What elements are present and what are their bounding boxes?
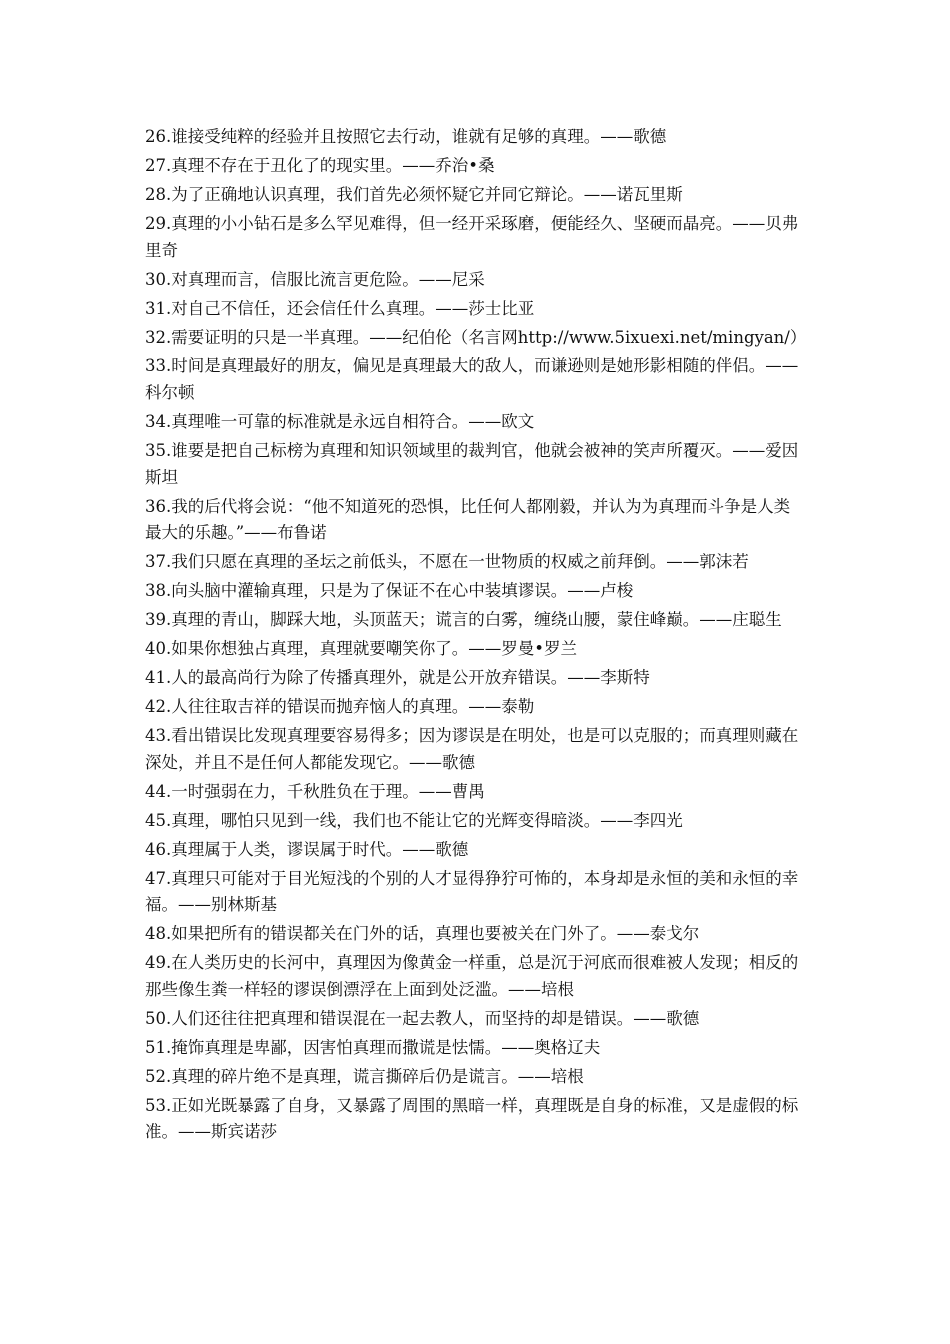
quote-26: 26.谁接受纯粹的经验并且按照它去行动，谁就有足够的真理。——歌德 [145, 127, 667, 146]
quote-27: 27.真理不存在于丑化了的现实里。——乔治•桑 [145, 155, 495, 175]
quote-36: 36.我的后代将会说：“他不知道死的恐惧，比任何人都刚毅，并认为为真理而斗争是人类最大的乐趣。”——布鲁诺 [145, 496, 791, 543]
quote-50: 50.人们还往往把真理和错误混在一起去教人，而坚持的却是错误。——歌德 [145, 1008, 700, 1028]
quote-35: 35.谁要是把自己标榜为真理和知识领域里的裁判官，他就会被神的笑声所覆灭。——爱因斯坦 [145, 441, 799, 487]
quote-48: 48.如果把所有的错误都关在门外的话，真理也要被关在门外了。——泰戈尔 [145, 924, 700, 944]
quote-40: 40.如果你想独占真理，真理就要嘲笑你了。——罗曼•罗兰 [145, 639, 577, 659]
quote-51: 51.掩饰真理是卑鄙，因害怕真理而撒谎是怯懦。——奥格辽夫 [145, 1037, 601, 1057]
quote-53: 53.正如光既暴露了自身，又暴露了周围的黑暗一样，真理既是自身的标准，又是虚假的标准。——斯宾诺莎 [145, 1095, 799, 1142]
quote-41: 41.人的最高尚行为除了传播真理外，就是公开放弃错误。——李斯特 [145, 668, 650, 688]
quote-44: 44.一时强弱在力，千秋胜负在于理。——曹禺 [145, 781, 485, 801]
quote-list [145, 124, 805, 1148]
quote-34: 34.真理唯一可靠的标准就是永远自相符合。——欧文 [145, 412, 535, 432]
quote-31: 31.对自己不信任，还会信任什么真理。——莎士比亚 [145, 298, 535, 318]
quote-52: 52.真理的碎片绝不是真理，谎言撕碎后仍是谎言。——培根 [145, 1066, 584, 1086]
quote-42: 42.人往往取吉祥的错误而抛弃恼人的真理。——泰勒 [145, 697, 535, 717]
quote-38: 38.向头脑中灌输真理，只是为了保证不在心中装填谬误。——卢梭 [145, 581, 634, 601]
quote-37: 37.我们只愿在真理的圣坛之前低头，不愿在一世物质的权威之前拜倒。——郭沫若 [145, 552, 749, 572]
quote-30: 30.对真理而言，信服比流言更危险。——尼采 [145, 269, 485, 289]
quote-49: 49.在人类历史的长河中，真理因为像黄金一样重，总是沉于河底而很难被人发现；相反的那些像生粪一样轻的谬误倒漂浮在上面到处泛滥。——培根 [145, 953, 799, 999]
quote-45: 45.真理，哪怕只见到一线，我们也不能让它的光辉变得暗淡。——李四光 [145, 810, 683, 830]
quote-28: 28.为了正确地认识真理，我们首先必须怀疑它并同它辩论。——诺瓦里斯 [145, 184, 683, 204]
quote-39: 39.真理的青山，脚踩大地，头顶蓝天；谎言的白雾，缠绕山腰，蒙住峰巅。——庄聪生 [145, 610, 782, 630]
quote-47: 47.真理只可能对于目光短浅的个别的人才显得狰狞可怖的，本身却是永恒的美和永恒的幸福。——别林斯基 [145, 868, 799, 915]
quote-43: 43.看出错误比发现真理要容易得多；因为谬误是在明处，也是可以克服的；而真理则藏在深处，并且不是任何人都能发现它。——歌德 [145, 726, 799, 772]
quote-29: 29.真理的小小钻石是多么罕见难得，但一经开采琢磨，便能经久、坚硬而晶亮。——贝弗里奇 [145, 213, 799, 260]
quote-46: 46.真理属于人类，谬误属于时代。——歌德 [145, 839, 469, 859]
quote-33: 33.时间是真理最好的朋友，偏见是真理最大的敌人，而谦逊则是她形影相随的伴侣。——科尔顿 [145, 356, 799, 403]
quote-32: 32.需要证明的只是一半真理。——纪伯伦（名言网http://www.5ixuexi.net/mingyan/） [145, 327, 807, 347]
